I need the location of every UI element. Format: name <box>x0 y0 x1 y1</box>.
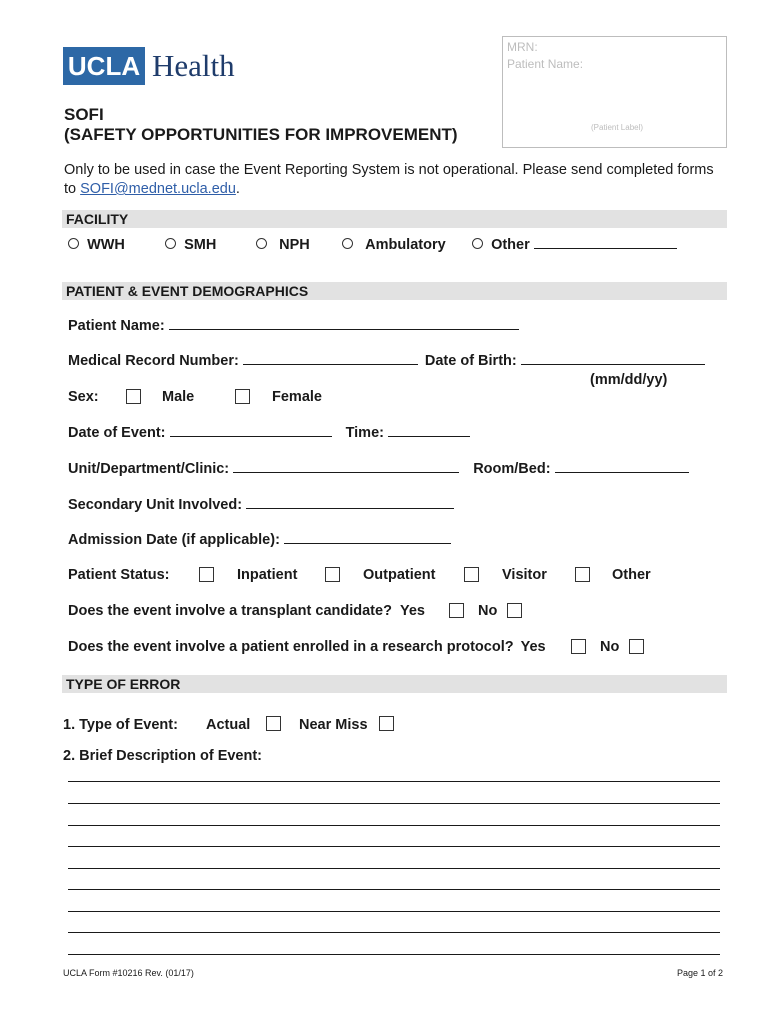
research-no-checkbox[interactable] <box>629 639 644 659</box>
page-number: Page 1 of 2 <box>677 968 724 978</box>
label-mrn: MRN: <box>507 40 538 54</box>
near-miss-checkbox[interactable] <box>379 716 394 736</box>
description-line[interactable] <box>68 825 720 826</box>
transplant-question: Does the event involve a transplant candidate? Yes <box>68 603 425 619</box>
unit-field[interactable] <box>233 461 459 473</box>
sex-label: Sex: <box>68 389 99 405</box>
mrn-field[interactable] <box>243 353 418 365</box>
event-date-row: Date of Event: Time: <box>68 425 470 441</box>
research-no-label: No <box>600 639 620 655</box>
intro-text: Only to be used in case the Event Reporting System is not operational. Please send completed forms to SOFI@mednet.ucla.edu. <box>64 162 714 197</box>
description-line[interactable] <box>68 868 720 869</box>
status-visitor-label: Visitor <box>502 567 547 583</box>
near-miss-label: Near Miss <box>299 717 368 733</box>
demographics-heading: PATIENT & EVENT DEMOGRAPHICS <box>62 282 727 300</box>
admission-date-row: Admission Date (if applicable): <box>68 532 451 548</box>
description-line[interactable] <box>68 911 720 912</box>
admission-date-field[interactable] <box>284 532 451 544</box>
error-heading: TYPE OF ERROR <box>62 675 727 693</box>
description-line[interactable] <box>68 846 720 847</box>
facility-option-wwh[interactable]: WWH <box>68 237 125 253</box>
label-patient-name: Patient Name: <box>507 57 584 71</box>
brief-description-label: 2. Brief Description of Event: <box>63 748 263 764</box>
description-line[interactable] <box>68 803 720 804</box>
status-outpatient-label: Outpatient <box>363 567 436 583</box>
mrn-row: Medical Record Number: Date of Birth: <box>68 353 705 369</box>
sex-male-checkbox[interactable] <box>126 389 141 409</box>
status-visitor-checkbox[interactable] <box>464 567 479 587</box>
radio-icon[interactable] <box>165 238 176 249</box>
description-line[interactable] <box>68 954 720 955</box>
actual-label: Actual <box>206 717 251 733</box>
description-line[interactable] <box>68 889 720 890</box>
facility-option-other[interactable]: Other <box>472 237 677 253</box>
facility-option-ambulatory[interactable]: Ambulatory <box>342 237 446 253</box>
status-other-checkbox[interactable] <box>575 567 590 587</box>
sex-male-label: Male <box>162 389 195 405</box>
form-title: SOFI <box>64 105 104 124</box>
form-subtitle: (SAFETY OPPORTUNITIES FOR IMPROVEMENT) <box>64 125 458 144</box>
transplant-no-checkbox[interactable] <box>507 603 522 623</box>
sex-female-label: Female <box>272 389 322 405</box>
description-line[interactable] <box>68 932 720 933</box>
facility-other-field[interactable] <box>534 237 677 249</box>
actual-checkbox[interactable] <box>266 716 281 736</box>
room-field[interactable] <box>555 461 689 473</box>
status-inpatient-checkbox[interactable] <box>199 567 214 587</box>
patient-status-label: Patient Status: <box>68 567 170 583</box>
research-question: Does the event involve a patient enrolled in a research protocol? Yes <box>68 639 546 655</box>
ucla-logo-health-text: Health <box>152 48 235 83</box>
patient-label-box <box>502 36 727 148</box>
dob-format-hint: (mm/dd/yy) <box>590 372 668 388</box>
dob-field[interactable] <box>521 353 705 365</box>
email-link[interactable]: SOFI@mednet.ucla.edu <box>80 181 236 197</box>
radio-icon[interactable] <box>68 238 79 249</box>
facility-option-smh[interactable]: SMH <box>165 237 216 253</box>
form-id: UCLA Form #10216 Rev. (01/17) <box>63 968 194 978</box>
unit-row: Unit/Department/Clinic: Room/Bed: <box>68 461 689 477</box>
label-placeholder: (Patient Label) <box>591 123 644 132</box>
status-outpatient-checkbox[interactable] <box>325 567 340 587</box>
type-of-event-label: 1. Type of Event: <box>63 717 178 733</box>
transplant-yes-checkbox[interactable] <box>449 603 464 623</box>
secondary-unit-field[interactable] <box>246 497 454 509</box>
radio-icon[interactable] <box>472 238 483 249</box>
transplant-no-label: No <box>478 603 498 619</box>
facility-option-nph[interactable]: NPH <box>256 237 310 253</box>
description-line[interactable] <box>68 781 720 782</box>
sex-female-checkbox[interactable] <box>235 389 250 409</box>
patient-name-field[interactable] <box>169 318 519 330</box>
patient-name-row: Patient Name: <box>68 318 519 334</box>
secondary-unit-row: Secondary Unit Involved: <box>68 497 454 513</box>
facility-heading: FACILITY <box>62 210 727 228</box>
status-other-label: Other <box>612 567 651 583</box>
radio-icon[interactable] <box>342 238 353 249</box>
ucla-logo-box: UCLA <box>63 47 145 85</box>
status-inpatient-label: Inpatient <box>237 567 298 583</box>
research-yes-checkbox[interactable] <box>571 639 586 659</box>
event-date-field[interactable] <box>170 425 332 437</box>
event-time-field[interactable] <box>388 425 470 437</box>
radio-icon[interactable] <box>256 238 267 249</box>
